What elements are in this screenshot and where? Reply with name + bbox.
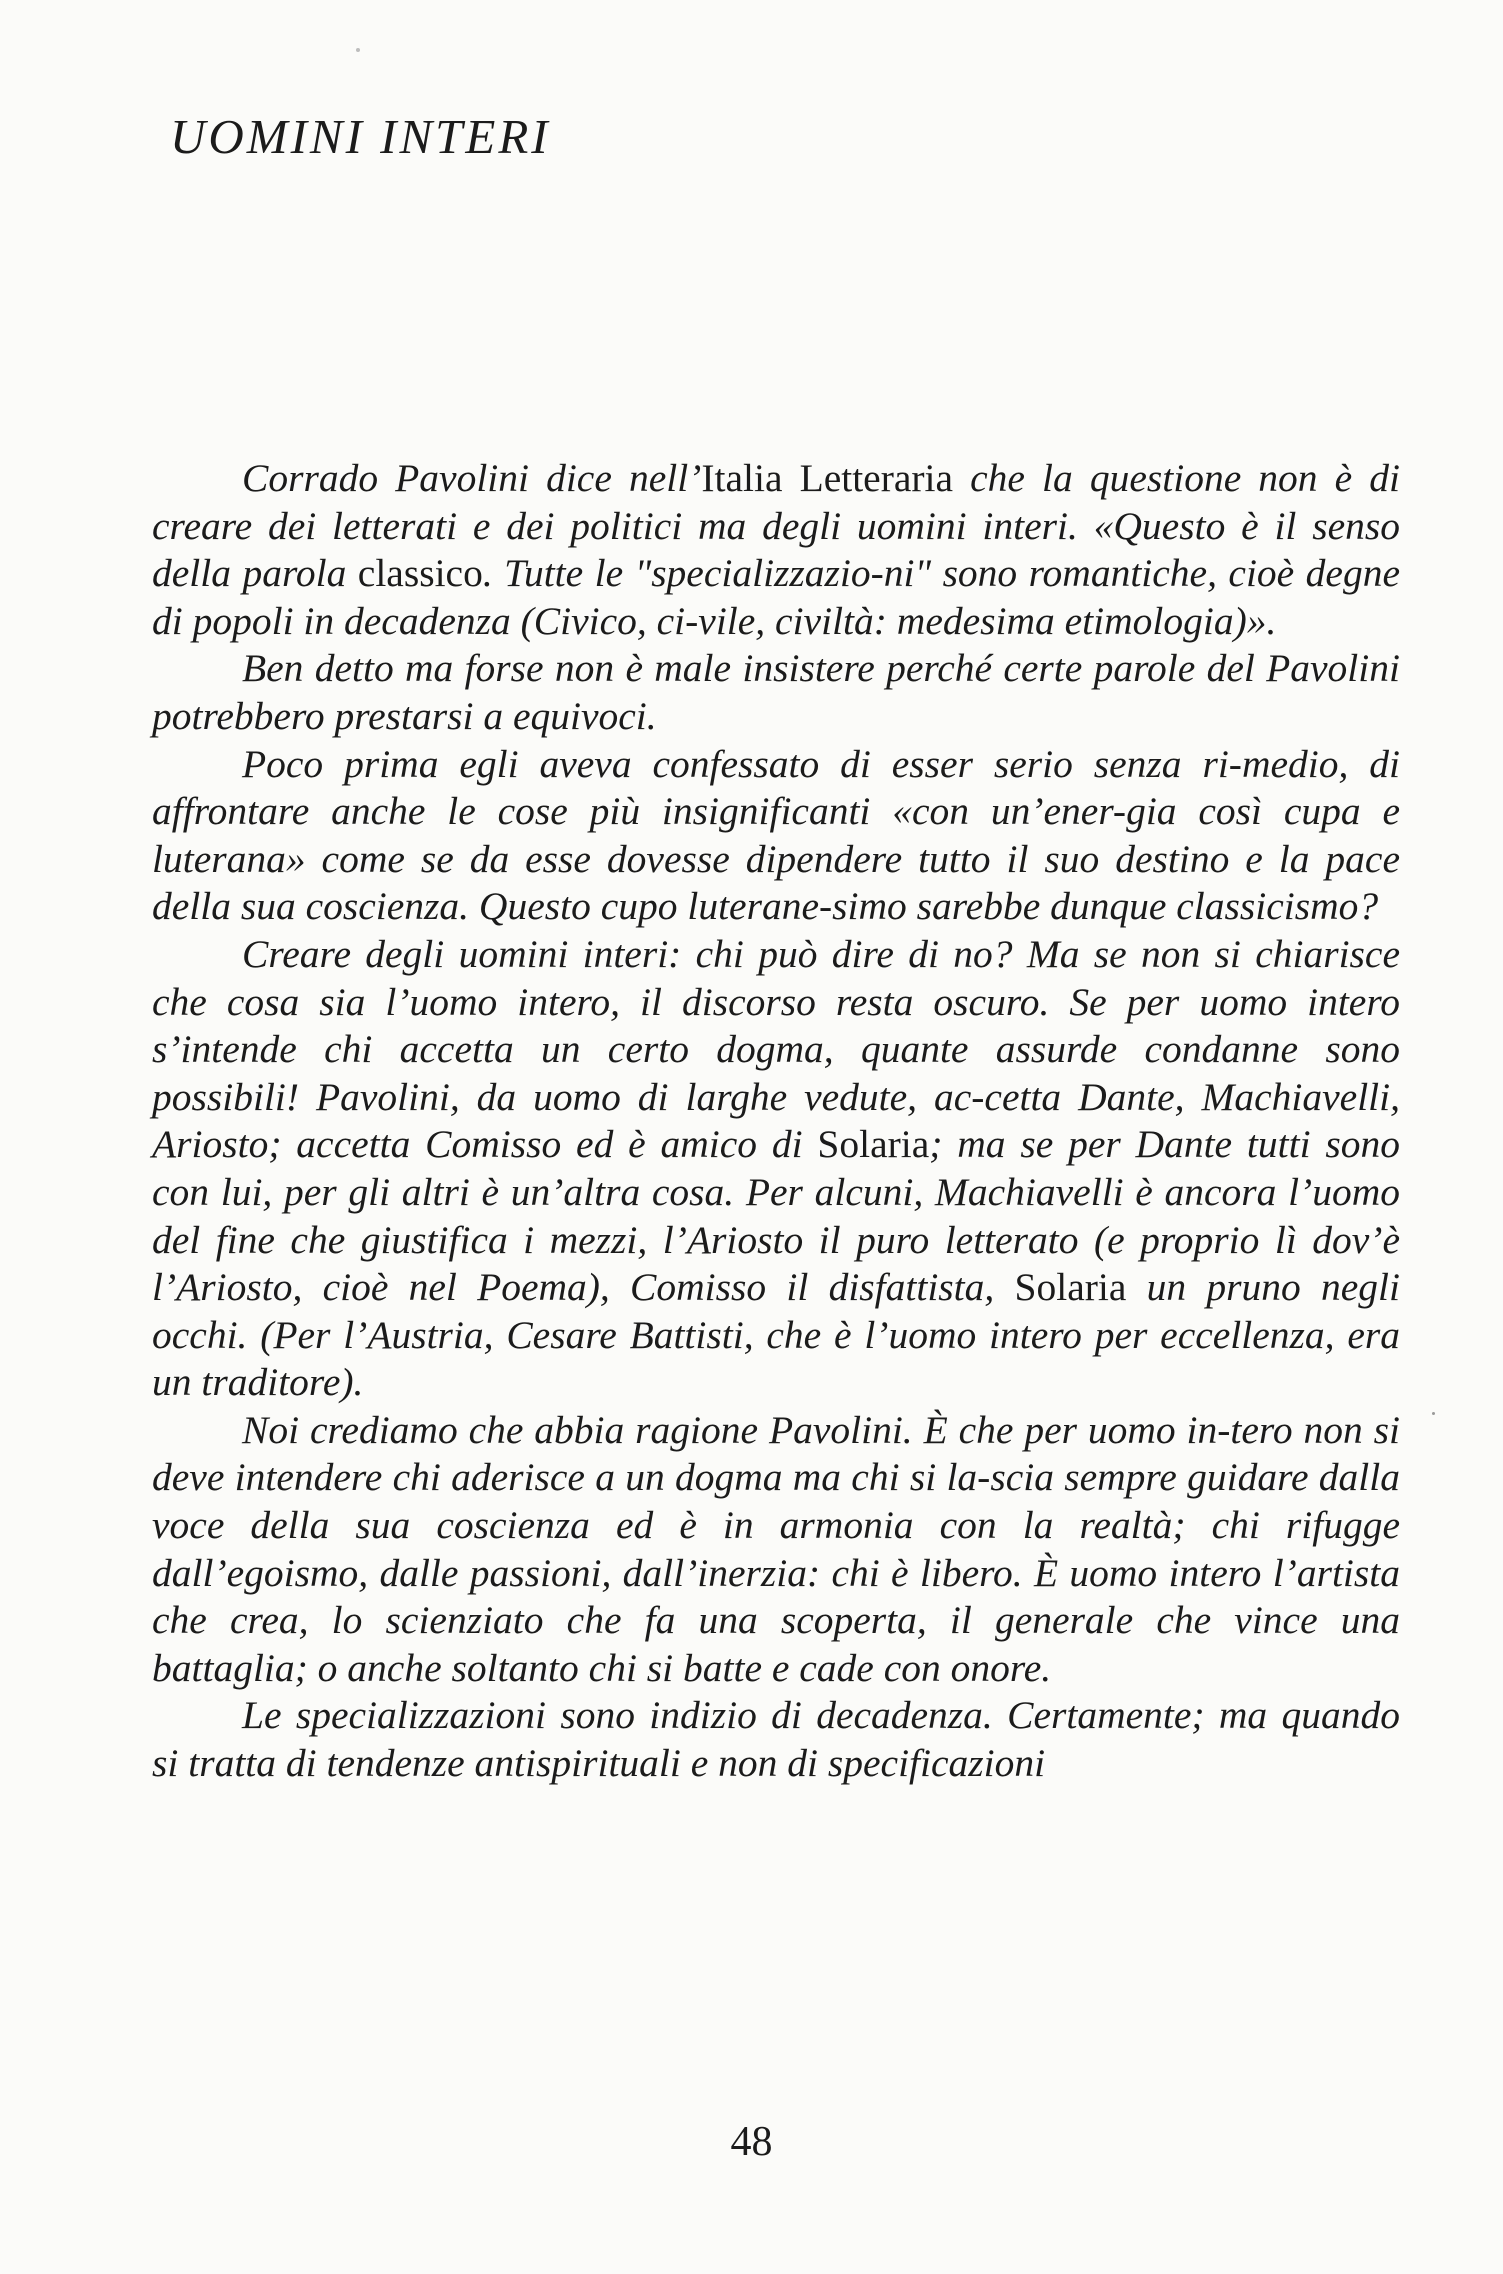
- paragraph: [152, 1407, 1400, 1693]
- print-speck: [356, 48, 360, 52]
- roman-text-run: Solaria: [817, 1122, 930, 1167]
- paragraph: [152, 931, 1400, 1407]
- text-run: Ben detto ma forse non è male insistere perché certe parole del Pavolini potrebbero prestarsi a equivoci.: [152, 646, 1400, 738]
- text-run: Le specializzazioni sono indizio di decadenza. Certamente; ma quando si tratta di tendenze antispirituali e non di specificazioni: [152, 1693, 1400, 1786]
- roman-text-run: Solaria: [1014, 1265, 1127, 1310]
- text-run: che la questione non è di creare dei letterati e dei politici ma degli uomini interi. «Questo è il senso della parola: [152, 456, 1400, 596]
- paragraph: [152, 741, 1400, 931]
- paragraph: [152, 455, 1400, 645]
- text-run: Poco prima egli aveva confessato di esser serio senza ri-medio, di affrontare anche le cose più insignificanti «con un’ener-gia così cupa e luterana» come se da esse dovesse dipendere tutto il suo destino e la pace della sua coscienza. Questo cupo luterane-simo sarebbe dunque classicismo?: [152, 741, 1400, 929]
- paragraph: [152, 645, 1400, 740]
- running-head: UOMINI INTERI: [170, 109, 551, 164]
- print-speck: [1432, 1412, 1435, 1415]
- text-run: ; ma se per Dante tutti sono con lui, per gli altri è un’altra cosa. Per alcuni, Machiavelli è ancora l’uomo del fine che giustifica i mezzi, l’Ariosto il puro letterato (e proprio lì dov’è l’Ariosto, cioè nel Poema), Comisso il disfattista,: [152, 1122, 1400, 1310]
- text-run: . Tutte le "specializzazio-ni" sono romantiche, cioè degne di popoli in decadenza (Civico, ci-vile, civiltà: medesima etimologia)».: [152, 551, 1400, 643]
- roman-text-run: Italia Letteraria: [701, 456, 954, 500]
- text-run: Corrado Pavolini dice nell’: [242, 456, 702, 500]
- text-run: Noi crediamo che abbia ragione Pavolini. È che per uomo in-tero non si deve intendere chi aderisce a un dogma ma chi si la-scia sempre guidare dalla voce della sua coscienza ed è in armonia con la realtà; chi rifugge dall’egoismo, dalle passioni, dall’inerzia: chi è libero. È uomo intero l’artista che crea, lo scienziato che fa una scoperta, il generale che vince una battaglia; o anche soltanto chi si batte e cade con onore.: [152, 1407, 1400, 1690]
- page-number: 48: [730, 2119, 773, 2165]
- text-run: Creare degli uomini interi: chi può dire di no? Ma se non si chiarisce che cosa sia l’uomo intero, il discorso resta oscuro. Se per uomo intero s’intende chi accetta un certo dogma, quante assurde condanne sono possibili! Pavolini, da uomo di larghe vedute, ac-cetta Dante, Machiavelli, Ariosto; accetta Comisso ed è amico di: [152, 931, 1400, 1167]
- body-text: [152, 455, 1400, 1788]
- roman-text-run: classico: [357, 551, 483, 596]
- paragraph: [152, 1692, 1400, 1787]
- text-run: un pruno negli occhi. (Per l’Austria, Cesare Battisti, che è l’uomo intero per eccellenza, era un traditore).: [152, 1265, 1400, 1405]
